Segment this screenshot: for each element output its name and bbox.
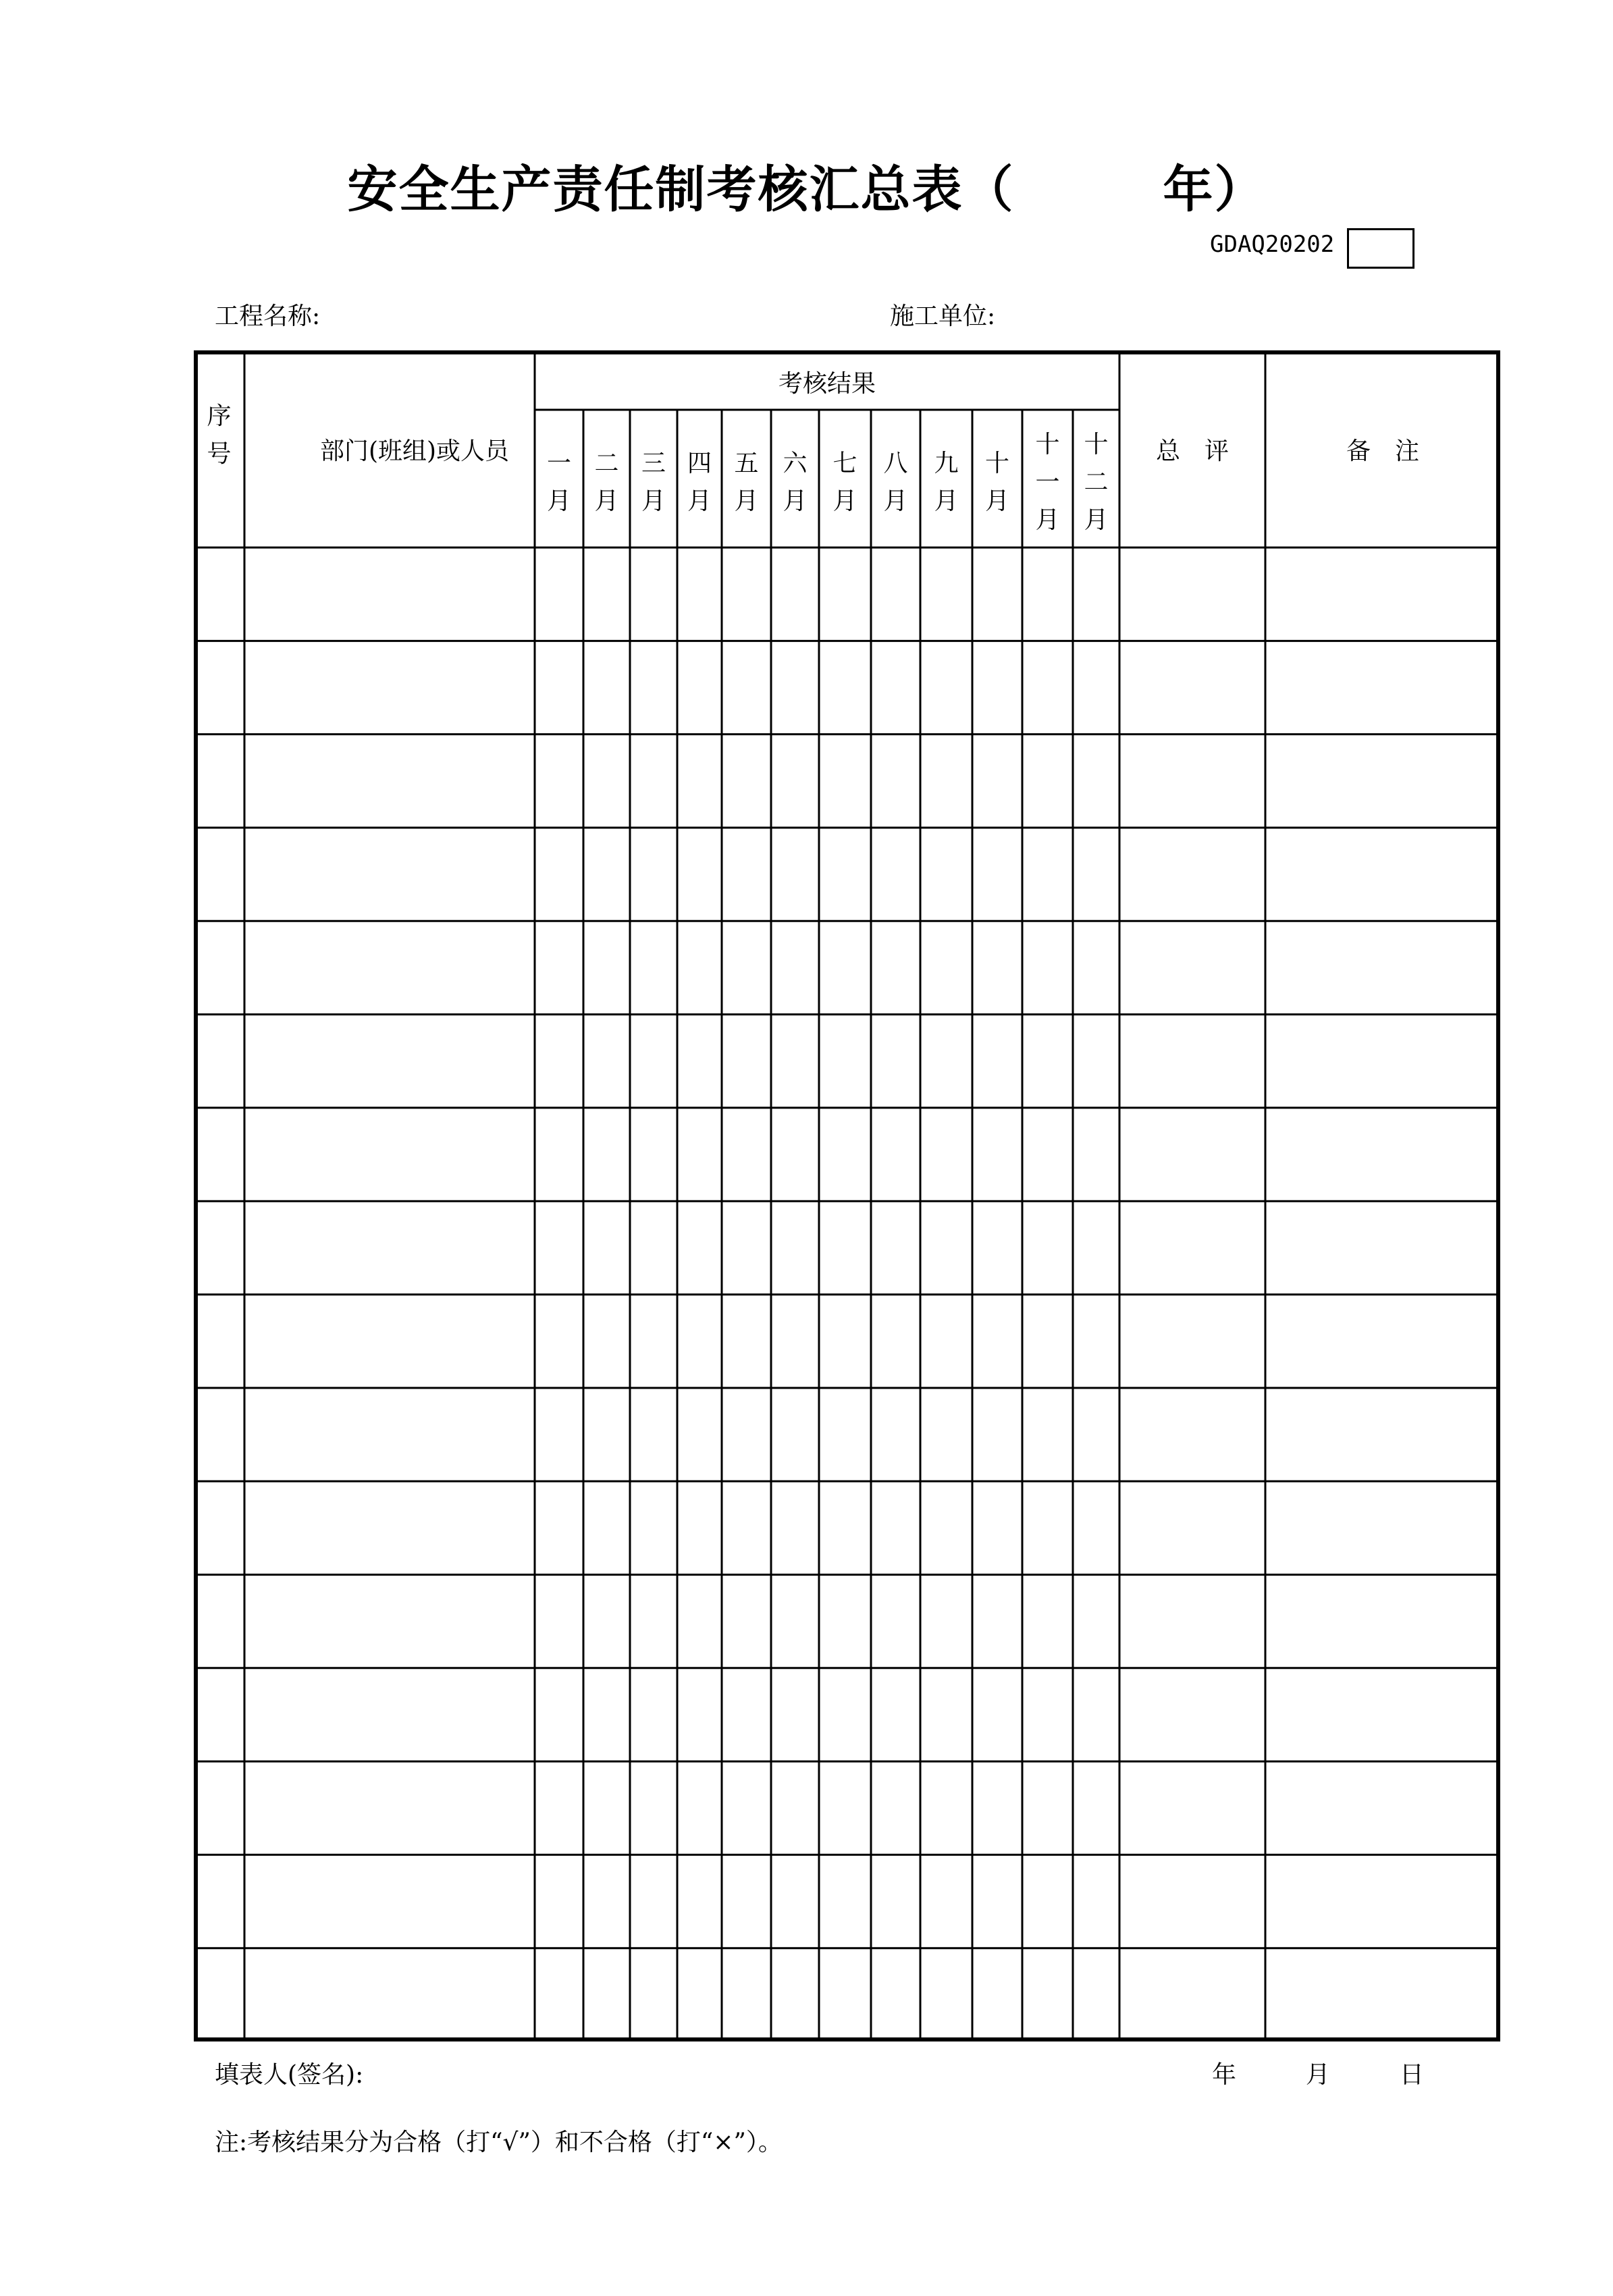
table-row[interactable]: [194, 1481, 1500, 1574]
form-code: GDAQ20202: [1210, 231, 1335, 258]
month-header: 六 月: [783, 450, 808, 515]
month-header: 十 二 月: [1084, 431, 1109, 534]
overall-header: 总 评: [1155, 437, 1229, 465]
month-header: 八 月: [883, 450, 908, 515]
form-code-suffix-box[interactable]: [1347, 228, 1414, 269]
fill-date: [1212, 2056, 1424, 2090]
table-row[interactable]: [194, 735, 1500, 828]
assessment-note: 注:考核结果分为合格（打“√”）和不合格（打“×”）。: [215, 2129, 783, 2156]
month-label: 月: [1305, 2061, 1330, 2089]
table-row[interactable]: [194, 1108, 1500, 1201]
table-row[interactable]: [194, 1948, 1500, 2041]
day-label: 日: [1399, 2061, 1424, 2089]
table-row[interactable]: [194, 1201, 1500, 1294]
month-header: 二 月: [594, 450, 619, 515]
month-header: 一 月: [546, 450, 571, 515]
table-row[interactable]: [194, 641, 1500, 734]
table-row[interactable]: [194, 1668, 1500, 1761]
table-row[interactable]: [194, 1761, 1500, 1854]
month-header: 四 月: [687, 450, 712, 515]
month-header: 七 月: [832, 450, 857, 515]
table-row[interactable]: [194, 1295, 1500, 1388]
table-row[interactable]: [194, 1854, 1500, 1948]
remarks-header: 备 注: [1346, 437, 1419, 465]
dept-header: 部门(班组)或人员: [319, 437, 510, 465]
project-name-label: 工程名称:: [215, 302, 321, 330]
construction-unit-label: 施工单位:: [890, 302, 996, 330]
table-row[interactable]: [194, 828, 1500, 921]
result-header: 考核结果: [778, 370, 876, 398]
filler-signature-label: 填表人(签名):: [215, 2061, 364, 2089]
table-row[interactable]: [194, 1574, 1500, 1667]
month-header: 十 月: [984, 450, 1009, 515]
table-row[interactable]: [194, 921, 1500, 1014]
month-header: 十 一 月: [1035, 431, 1060, 534]
month-header: 五 月: [734, 450, 759, 515]
month-header: 九 月: [934, 450, 959, 515]
page-title: 安全生产责任制考核汇总表（ 年）: [347, 161, 1266, 219]
table-row[interactable]: [194, 548, 1500, 641]
table-grid: [194, 350, 1500, 2041]
year-label: 年: [1212, 2061, 1237, 2089]
assessment-summary-table: [194, 350, 1500, 2041]
seq-header: 序 号: [207, 402, 232, 468]
table-row[interactable]: [194, 1015, 1500, 1108]
table-row[interactable]: [194, 1388, 1500, 1481]
month-header: 三 月: [641, 450, 666, 515]
